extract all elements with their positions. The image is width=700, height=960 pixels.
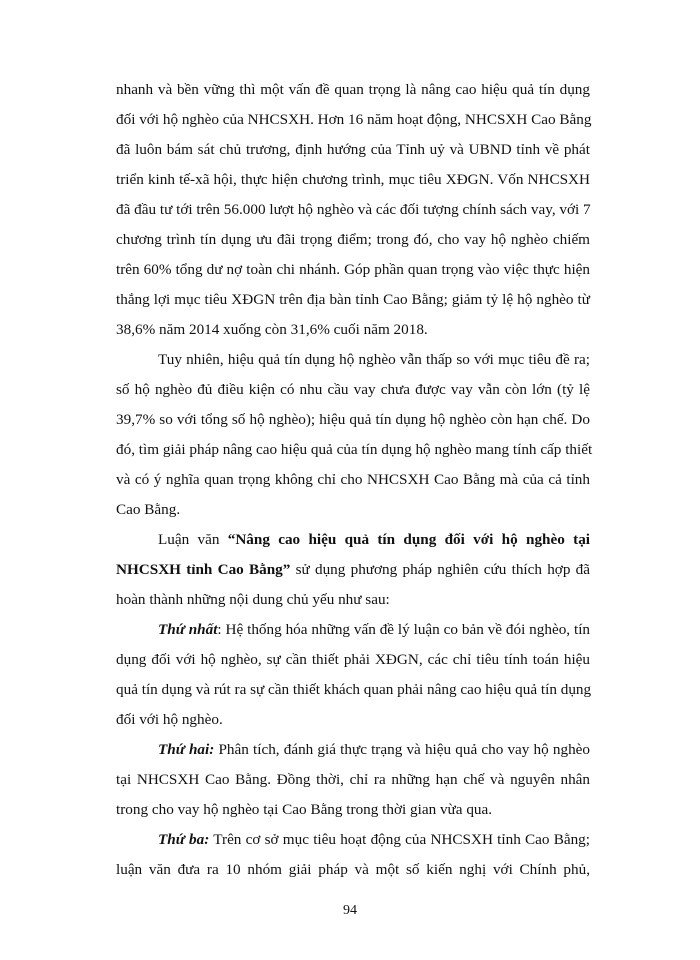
paragraph-1-line: trên 60% tổng dư nợ toàn chi nhánh. Góp phần quan trọng vào việc thực hiện [116, 261, 590, 278]
point-label-third: Thứ ba: [158, 831, 210, 848]
paragraph-6-line [158, 830, 590, 850]
point-label-first: Thứ nhất [158, 621, 218, 638]
paragraph-2-line: 39,7% so với tổng số hộ nghèo); hiệu quả tín dụng hộ nghèo còn hạn chế. Do [116, 411, 590, 428]
paragraph-1-line: chương trình tín dụng ưu đãi trọng điểm; trong đó, cho vay hộ nghèo chiếm [116, 231, 590, 248]
paragraph-1-line: đối với hộ nghèo của NHCSXH. Hơn 16 năm hoạt động, NHCSXH Cao Bằng [116, 111, 592, 128]
paragraph-1-line: triển kinh tế-xã hội, thực hiện chương trình, mục tiêu XĐGN. Vốn NHCSXH [116, 171, 590, 188]
paragraph-1-line: đã luôn bám sát chủ trương, định hướng của Tỉnh uỷ và UBND tỉnh về phát [116, 141, 590, 158]
paragraph-5-rest: Phân tích, đánh giá thực trạng và hiệu quả cho vay hộ nghèo [214, 741, 591, 758]
point-label-second: Thứ hai: [158, 741, 215, 758]
paragraph-1-line: nhanh và bền vững thì một vấn đề quan trọng là nâng cao hiệu quả tín dụng [116, 81, 590, 98]
paragraph-1-line: thắng lợi mục tiêu XĐGN trên địa bàn tỉnh Cao Bằng; giảm tỷ lệ hộ nghèo từ [116, 291, 590, 308]
paragraph-4-line: dụng đối với hộ nghèo, sự cần thiết phải XĐGN, các chỉ tiêu tính toán hiệu [116, 651, 590, 668]
paragraph-2-line: số hộ nghèo đủ điều kiện có nhu cầu vay chưa được vay vẫn còn lớn (tỷ lệ [116, 381, 590, 398]
paragraph-5-line: tại NHCSXH Cao Bằng. Đồng thời, chỉ ra những hạn chế và nguyên nhân [116, 771, 590, 788]
paragraph-2-line: và có ý nghĩa quan trọng không chỉ cho NHCSXH Cao Bằng mà của cả tỉnh [116, 471, 590, 488]
paragraph-3-line [158, 530, 590, 550]
paragraph-2-line: Cao Bằng. [116, 501, 181, 518]
paragraph-3-line: hoàn thành những nội dung chủ yếu như sau: [116, 591, 390, 608]
page-number: 94 [343, 903, 357, 918]
paragraph-4-line [158, 620, 590, 640]
paragraph-2-line: Tuy nhiên, hiệu quả tín dụng hộ nghèo vẫn thấp so với mục tiêu đề ra; [158, 351, 590, 368]
paragraph-4-rest: : Hệ thống hóa những vấn đề lý luận co bản về đói nghèo, tín [217, 621, 591, 638]
paragraph-1-line: 38,6% năm 2014 xuống còn 31,6% cuối năm 2018. [116, 321, 428, 338]
paragraph-2-line: đó, tìm giải pháp nâng cao hiệu quả của tín dụng hộ nghèo mang tính cấp thiết [116, 441, 593, 458]
thesis-title-part-2: NHCSXH tỉnh Cao Bằng” [116, 561, 291, 578]
paragraph-4-line: đối với hộ nghèo. [116, 711, 223, 728]
paragraph-1-line: đã đầu tư tới trên 56.000 lượt hộ nghèo và các đối tượng chính sách vay, với 7 [116, 201, 591, 218]
thesis-title-part-1: “Nâng cao hiệu quả tín dụng đối với hộ nghèo tại [227, 531, 591, 548]
paragraph-5-line: trong cho vay hộ nghèo tại Cao Bằng trong thời gian vừa qua. [116, 801, 493, 818]
paragraph-5-line [158, 740, 590, 760]
paragraph-3-prefix: Luận văn [158, 531, 228, 548]
paragraph-3-rest: sử dụng phương pháp nghiên cứu thích hợp đã [290, 561, 590, 578]
paragraph-6-rest: Trên cơ sở mục tiêu hoạt động của NHCSXH tỉnh Cao Bằng; [209, 831, 590, 848]
paragraph-3-line [116, 560, 590, 580]
paragraph-4-line: quả tín dụng và rút ra sự cần thiết khách quan phải nâng cao hiệu quả tín dụng [116, 681, 592, 698]
paragraph-6-line: luận văn đưa ra 10 nhóm giải pháp và một số kiến nghị với Chính phủ, [116, 861, 590, 878]
